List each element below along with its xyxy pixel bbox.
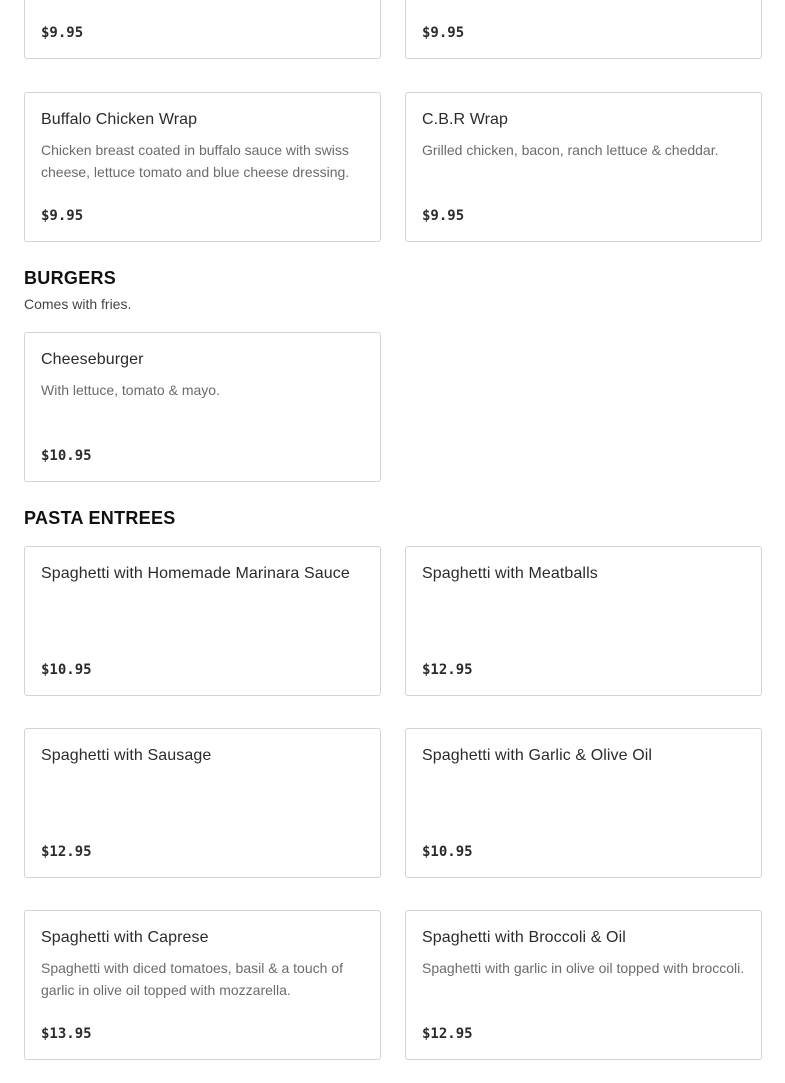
item-title: Spaghetti with Garlic & Olive Oil [422,747,653,764]
menu-item-card[interactable] [405,92,762,242]
menu-item-card[interactable] [405,0,762,59]
item-title: Spaghetti with Sausage [41,747,212,764]
item-price: $12.95 [422,662,473,678]
item-price: $9.95 [41,25,84,41]
item-title: Cheeseburger [41,351,144,368]
item-price: $12.95 [41,844,92,860]
item-title: Spaghetti with Homemade Marinara Sauce [41,565,350,582]
item-price: $9.95 [41,208,84,224]
menu-item-card[interactable] [24,728,381,878]
item-title: Buffalo Chicken Wrap [41,111,198,128]
item-price: $13.95 [41,1026,92,1042]
menu-item-card[interactable] [24,910,381,1060]
menu-item-card[interactable] [24,92,381,242]
item-description: Spaghetti with garlic in olive oil topped with broccoli. [422,960,745,976]
item-price: $9.95 [422,25,465,41]
item-description: Chicken breast coated in buffalo sauce with swiss cheese, lettuce tomato and blue cheese dressing. [41,142,350,180]
section-title-pasta: PASTA ENTREES [24,508,176,528]
section-subtitle-burgers: Comes with fries. [24,296,132,312]
item-description: Grilled chicken, bacon, ranch lettuce & cheddar. [422,142,719,158]
item-title: Spaghetti with Broccoli & Oil [422,929,626,946]
menu-item-card[interactable] [24,332,381,482]
section-title-burgers: BURGERS [24,268,117,288]
menu-item-card[interactable] [24,546,381,696]
item-description: With lettuce, tomato & mayo. [41,382,220,398]
item-price: $10.95 [41,448,92,464]
item-title: C.B.R Wrap [422,111,509,128]
menu-item-card[interactable] [405,546,762,696]
item-title: Spaghetti with Meatballs [422,565,598,582]
item-price: $10.95 [422,844,473,860]
item-title: Spaghetti with Caprese [41,929,209,946]
item-description: Spaghetti with diced tomatoes, basil & a touch of garlic in olive oil topped with mozzarella. [41,960,343,998]
item-price: $9.95 [422,208,465,224]
menu-item-card[interactable] [24,0,381,59]
menu-item-card[interactable] [405,728,762,878]
item-price: $10.95 [41,662,92,678]
menu-item-card[interactable] [405,910,762,1060]
item-price: $12.95 [422,1026,473,1042]
